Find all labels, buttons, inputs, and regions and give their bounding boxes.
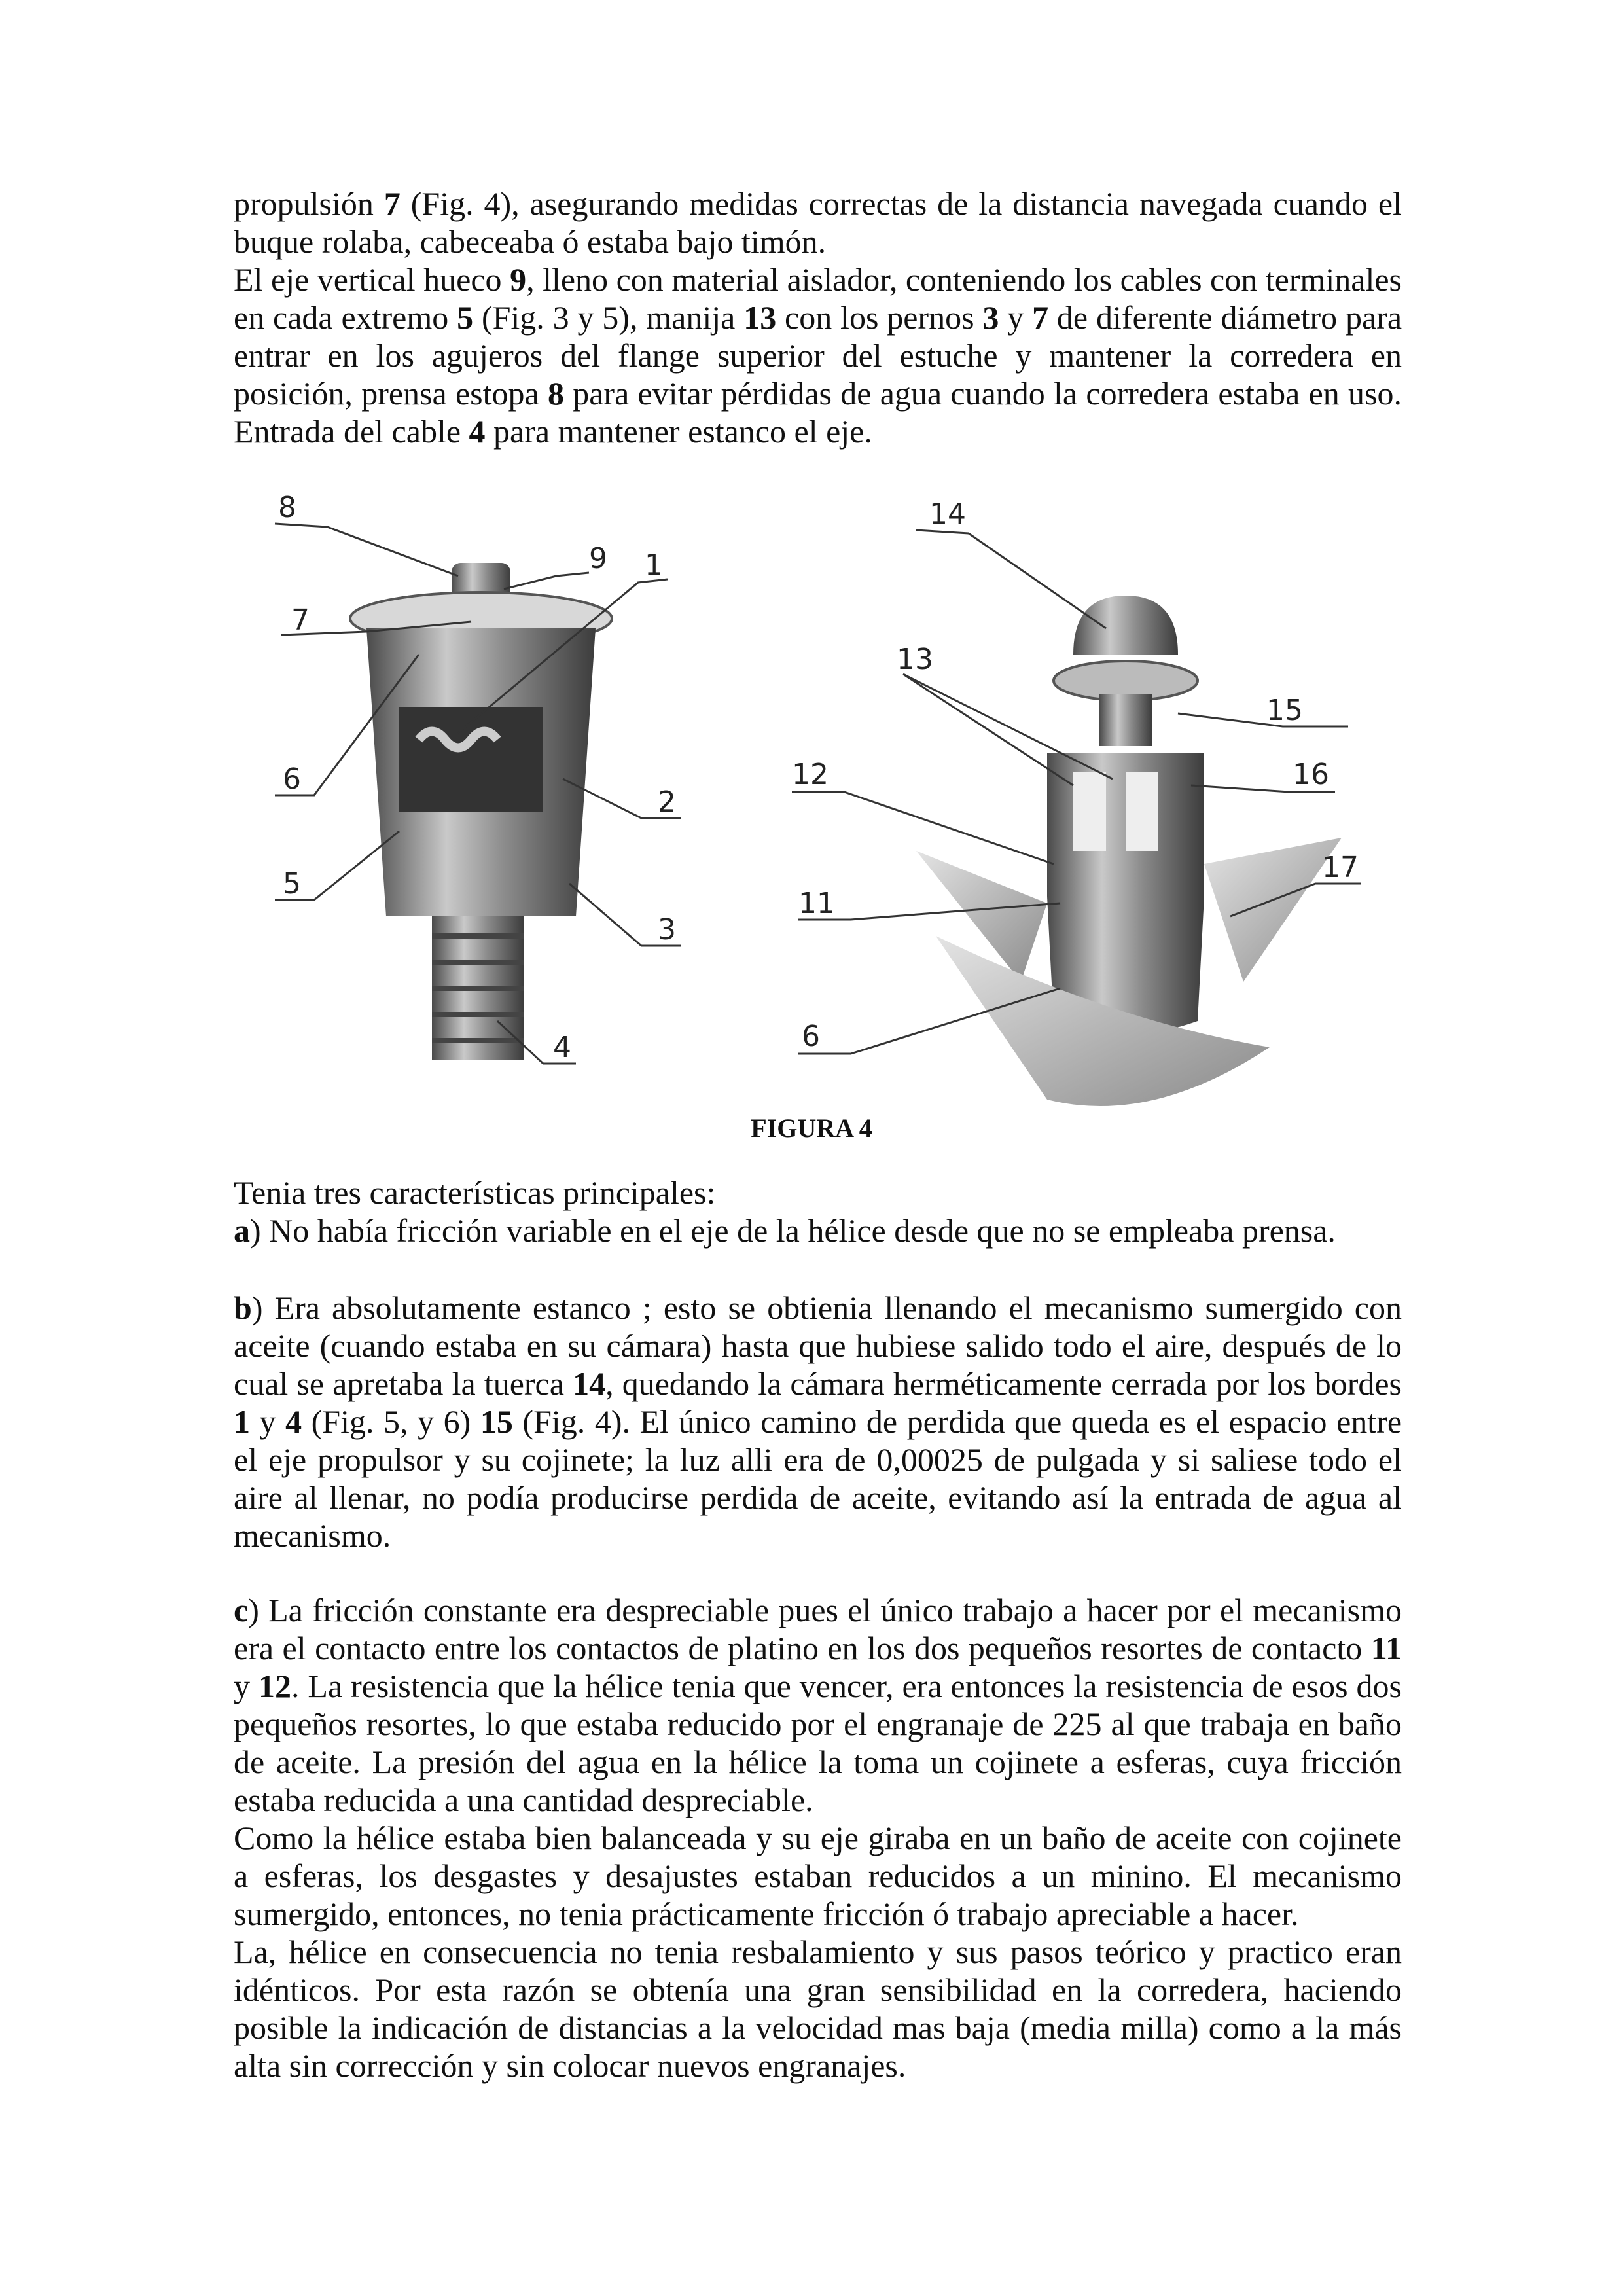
label-6-right: 6	[802, 1020, 820, 1053]
propeller-unit-photo	[916, 596, 1342, 1106]
features-text	[234, 1174, 1402, 1249]
bold-reference: 5	[457, 299, 474, 336]
label-15: 15	[1266, 694, 1303, 727]
text-run: Como la hélice estaba bien balanceada y su eje giraba en un baño de aceite con cojinete a esferas, los desgastes y desajustes estaban reducidos a un minino. El mecanismo sumergido, entonces, no tenia prácticamente fricción ó trabajo apreciable a hacer.	[234, 1820, 1402, 1932]
bold-reference: c	[234, 1592, 249, 1628]
text-run: ) No había fricción variable en el eje de la hélice desde que no se empleaba prensa.	[250, 1212, 1336, 1249]
bold-reference: b	[234, 1289, 252, 1326]
label-9: 9	[589, 542, 607, 575]
feature-c-text	[234, 1591, 1402, 2085]
bold-reference: 8	[547, 375, 564, 412]
text-run: y	[250, 1403, 286, 1440]
label-12: 12	[792, 758, 829, 791]
text-run: propulsión	[234, 185, 384, 222]
text-run: , lleno con material aislador, conteniendo los cables con terminales en cada extremo	[234, 261, 1402, 336]
figure-caption: FIGURA 4	[751, 1113, 872, 1143]
text-run: El eje vertical hueco	[234, 261, 510, 298]
bold-reference: 11	[1370, 1630, 1402, 1666]
label-16: 16	[1293, 758, 1329, 791]
text-run: ) La fricción constante era despreciable pues el único trabajo a hacer por el mecanismo era el contacto entre los contactos de platino en los dos pequeños resortes de contacto	[234, 1592, 1402, 1666]
label-13: 13	[897, 643, 933, 676]
text-run: (Fig. 4). El único camino de perdida que queda es el espacio entre el eje propulsor y su cojinete; la luz alli era de 0,00025 de pulgada y si saliese todo el aire al llenar, no podía producirse perdida de aceite, evitando así la entrada de agua al mecanismo.	[234, 1403, 1402, 1554]
bold-reference: 7	[383, 185, 401, 222]
text-run: de diferente diámetro para entrar en los agujeros del flange superior del estuche y mantener la corredera en posición, prensa estopa	[234, 299, 1402, 412]
text-run: con los pernos	[776, 299, 983, 336]
paragraph	[234, 1211, 1402, 1249]
text-run: y	[999, 299, 1033, 336]
bold-reference: 9	[510, 261, 527, 298]
bold-reference: 1	[234, 1403, 250, 1440]
paragraph	[234, 1174, 1402, 1211]
bold-reference: a	[234, 1212, 250, 1249]
text-run: y	[234, 1668, 259, 1704]
label-5: 5	[283, 867, 301, 901]
text-run: para evitar pérdidas de agua cuando la corredera estaba en uso. Entrada del cable	[234, 375, 1402, 450]
bold-reference: 12	[258, 1668, 291, 1704]
bold-reference: 15	[480, 1403, 513, 1440]
text-run: (Fig. 4), asegurando medidas correctas de la distancia navegada cuando el buque rolaba, cabeceaba ó estaba bajo timón.	[234, 185, 1402, 260]
label-17: 17	[1322, 851, 1359, 884]
label-6: 6	[283, 762, 301, 796]
text-run: La, hélice en consecuencia no tenia resbalamiento y sus pasos teórico y practico eran idénticos. Por esta razón se obtenía una gran sensibilidad en la corredera, haciendo posible la indicación de distancias a la velocidad mas baja (media milla) como a la más alta sin corrección y sin colocar nuevos engranajes.	[234, 1933, 1402, 2084]
label-2: 2	[658, 785, 676, 819]
bold-reference: 4	[285, 1403, 302, 1440]
text-run: , quedando la cámara herméticamente cerrada por los bordes	[605, 1365, 1402, 1402]
text-run: (Fig. 5, y 6)	[302, 1403, 480, 1440]
bold-reference: 4	[469, 413, 486, 450]
text-run: Tenia tres características principales:	[234, 1174, 716, 1211]
label-4: 4	[553, 1031, 571, 1064]
label-8: 8	[278, 491, 296, 524]
label-7: 7	[291, 603, 310, 637]
text-run: para mantener estanco el eje.	[485, 413, 872, 450]
text-run: ) Era absolutamente estanco ; esto se obtienia llenando el mecanismo sumergido con aceite (cuando estaba en su cámara) hasta que hubiese salido todo el aire, después de lo cual se apretaba la tuerca	[234, 1289, 1402, 1402]
paragraph	[234, 1933, 1402, 2085]
label-1: 1	[645, 548, 663, 582]
paragraph	[234, 1819, 1402, 1933]
label-14: 14	[929, 497, 966, 531]
paragraph	[234, 1591, 1402, 1819]
text-run: (Fig. 3 y 5), manija	[473, 299, 744, 336]
bold-reference: 7	[1032, 299, 1049, 336]
paragraph	[234, 1289, 1402, 1554]
label-3: 3	[658, 913, 676, 946]
bold-reference: 14	[573, 1365, 606, 1402]
feature-b-text	[234, 1289, 1402, 1554]
bold-reference: 3	[982, 299, 999, 336]
label-11: 11	[798, 887, 835, 920]
text-run: . La resistencia que la hélice tenia que vencer, era entonces la resistencia de esos dos pequeños resortes, lo que estaba reducido por el engranaje de 225 al que trabaja en baño de aceite. La presión del agua en la hélice la toma un cojinete a esferas, cuya fricción estaba reducida a una cantidad despreciable.	[234, 1668, 1402, 1818]
bold-reference: 13	[743, 299, 777, 336]
